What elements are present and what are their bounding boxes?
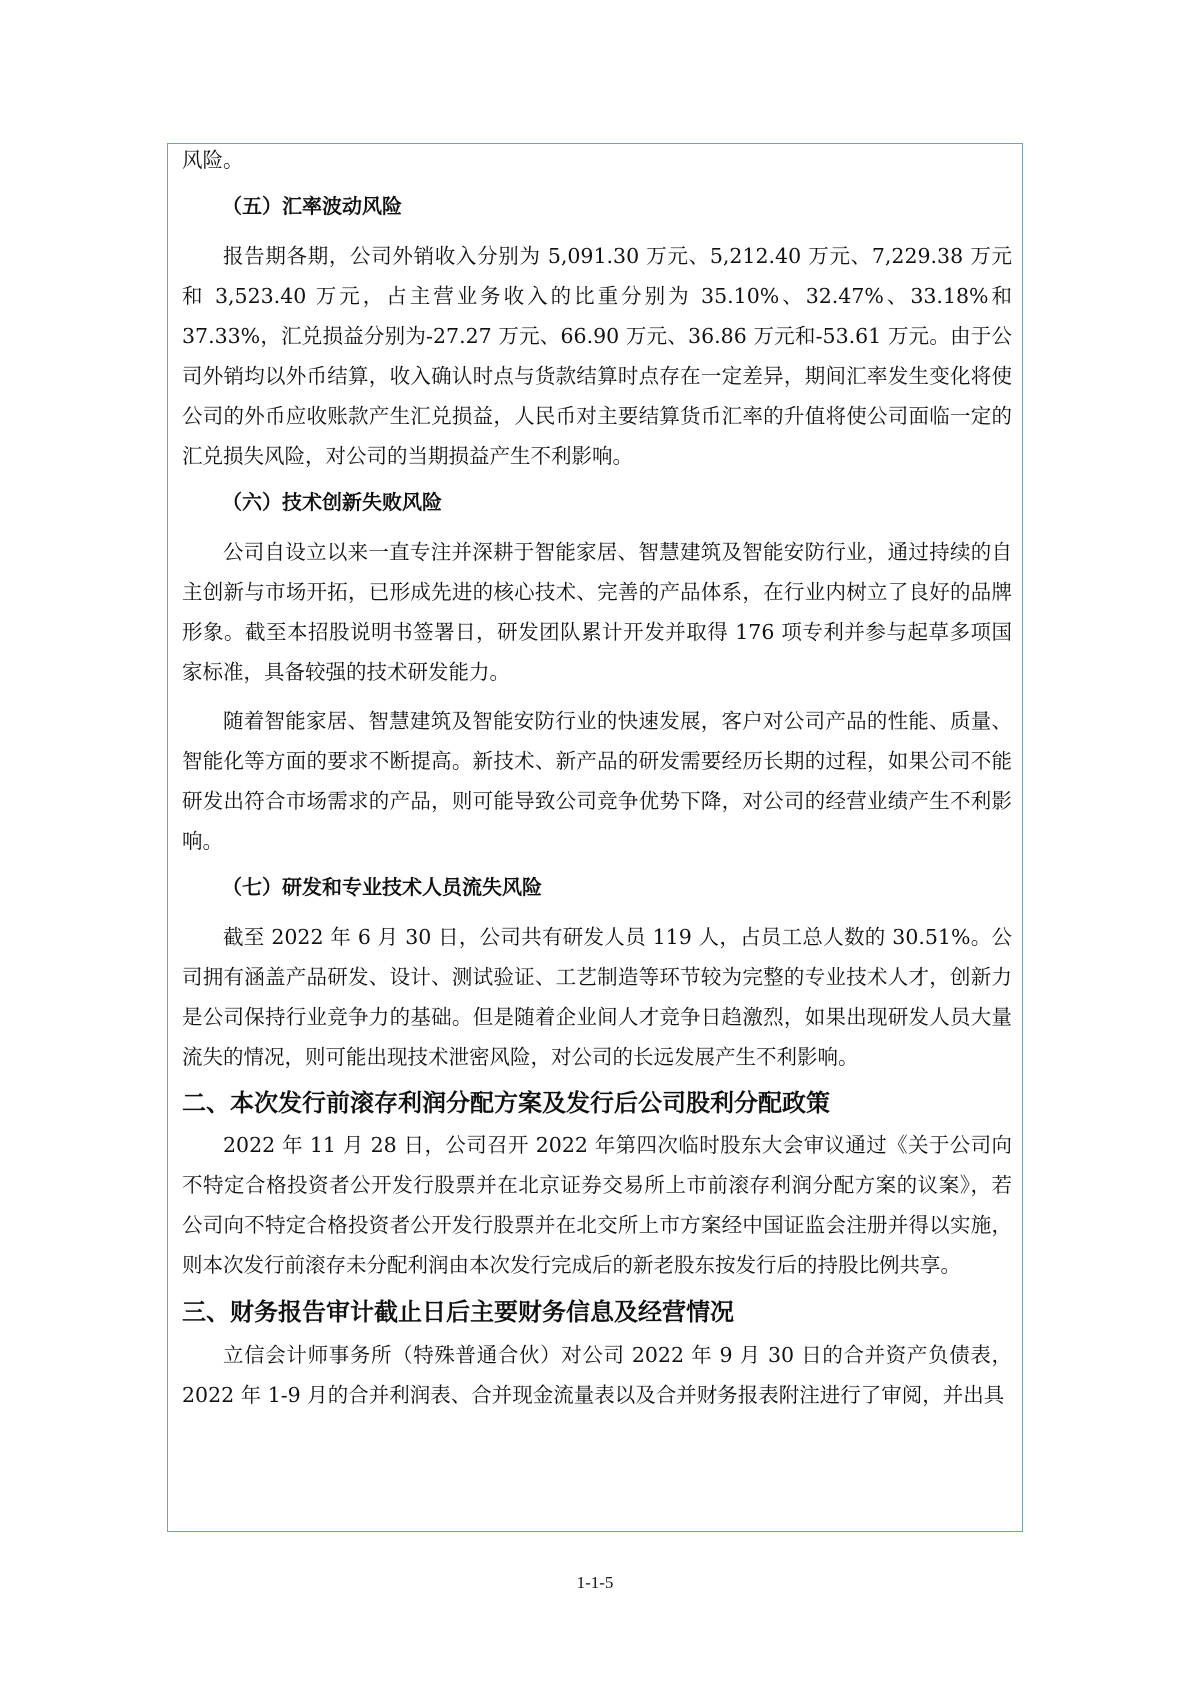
paragraph-post-audit-financials: 立信会计师事务所（特殊普通合伙）对公司 2022 年 9 月 30 日的合并资产负债表，2022 年 1-9 月的合并利润表、合并现金流量表以及合并财务报表附注进行了审阅，并出具 — [182, 1343, 1012, 1407]
heading-rd-staff-loss-risk: （七）研发和专业技术人员流失风险 — [222, 875, 542, 899]
paragraph-rd-staff-loss-risk: 截至 2022 年 6 月 30 日，公司共有研发人员 119 人，占员工总人数的 30.51%。公司拥有涵盖产品研发、设计、测试验证、工艺制造等环节较为完整的专业技术人才，创新力是公司保持行业竞争力的基础。但是随着企业间人才竞争日趋激烈，如果出现研发人员大量流失的情况，则可能出现技术泄密风险，对公司的长远发展产生不利影响。 — [182, 925, 1012, 1069]
heading-exchange-rate-risk: （五）汇率波动风险 — [222, 194, 402, 218]
paragraph-tech-innovation-risk-1: 公司自设立以来一直专注并深耕于智能家居、智慧建筑及智能安防行业，通过持续的自主创新与市场开拓，已形成先进的核心技术、完善的产品体系，在行业内树立了良好的品牌形象。截至本招股说明书签署日，研发团队累计开发并取得 176 项专利并参与起草多项国家标准，具备较强的技术研发能力。 — [182, 540, 1012, 684]
heading-post-audit-financials: 三、财务报告审计截止日后主要财务信息及经营情况 — [182, 1298, 734, 1326]
paragraph-tech-innovation-risk-2: 随着智能家居、智慧建筑及智能安防行业的快速发展，客户对公司产品的性能、质量、智能化等方面的要求不断提高。新技术、新产品的研发需要经历长期的过程，如果公司不能研发出符合市场需求的产品，则可能导致公司竞争优势下降，对公司的经营业绩产生不利影响。 — [182, 709, 1012, 853]
paragraph-profit-distribution: 2022 年 11 月 28 日，公司召开 2022 年第四次临时股东大会审议通过《关于公司向不特定合格投资者公开发行股票并在北京证券交易所上市前滚存利润分配方案的议案》，若公司向不特定合格投资者公开发行股票并在北交所上市方案经中国证监会注册并得以实施，则本次发行前滚存未分配利润由本次发行完成后的新老股东按发行后的持股比例共享。 — [182, 1133, 1012, 1277]
heading-tech-innovation-risk: （六）技术创新失败风险 — [222, 490, 442, 514]
heading-profit-distribution: 二、本次发行前滚存利润分配方案及发行后公司股利分配政策 — [182, 1089, 830, 1117]
paragraph-exchange-rate-risk: 报告期各期，公司外销收入分别为 5,091.30 万元、5,212.40 万元、7,229.38 万元和 3,523.40 万元，占主营业务收入的比重分别为 35.10%、32.47%、33.18%和 37.33%，汇兑损益分别为-27.27 万元、66.90 万元、36.86 万元和-53.61 万元。由于公司外销均以外币结算，收入确认时点与货款结算时点存在一定差异，期间汇率发生变化将使公司的外币应收账款产生汇兑损益，人民币对主要结算货币汇率的升值将使公司面临一定的汇兑损失风险，对公司的当期损益产生不利影响。 — [182, 244, 1012, 468]
continuation-text: 风险。 — [182, 148, 244, 172]
page-number: 1-1-5 — [576, 1573, 614, 1592]
content-frame — [167, 143, 1023, 1532]
